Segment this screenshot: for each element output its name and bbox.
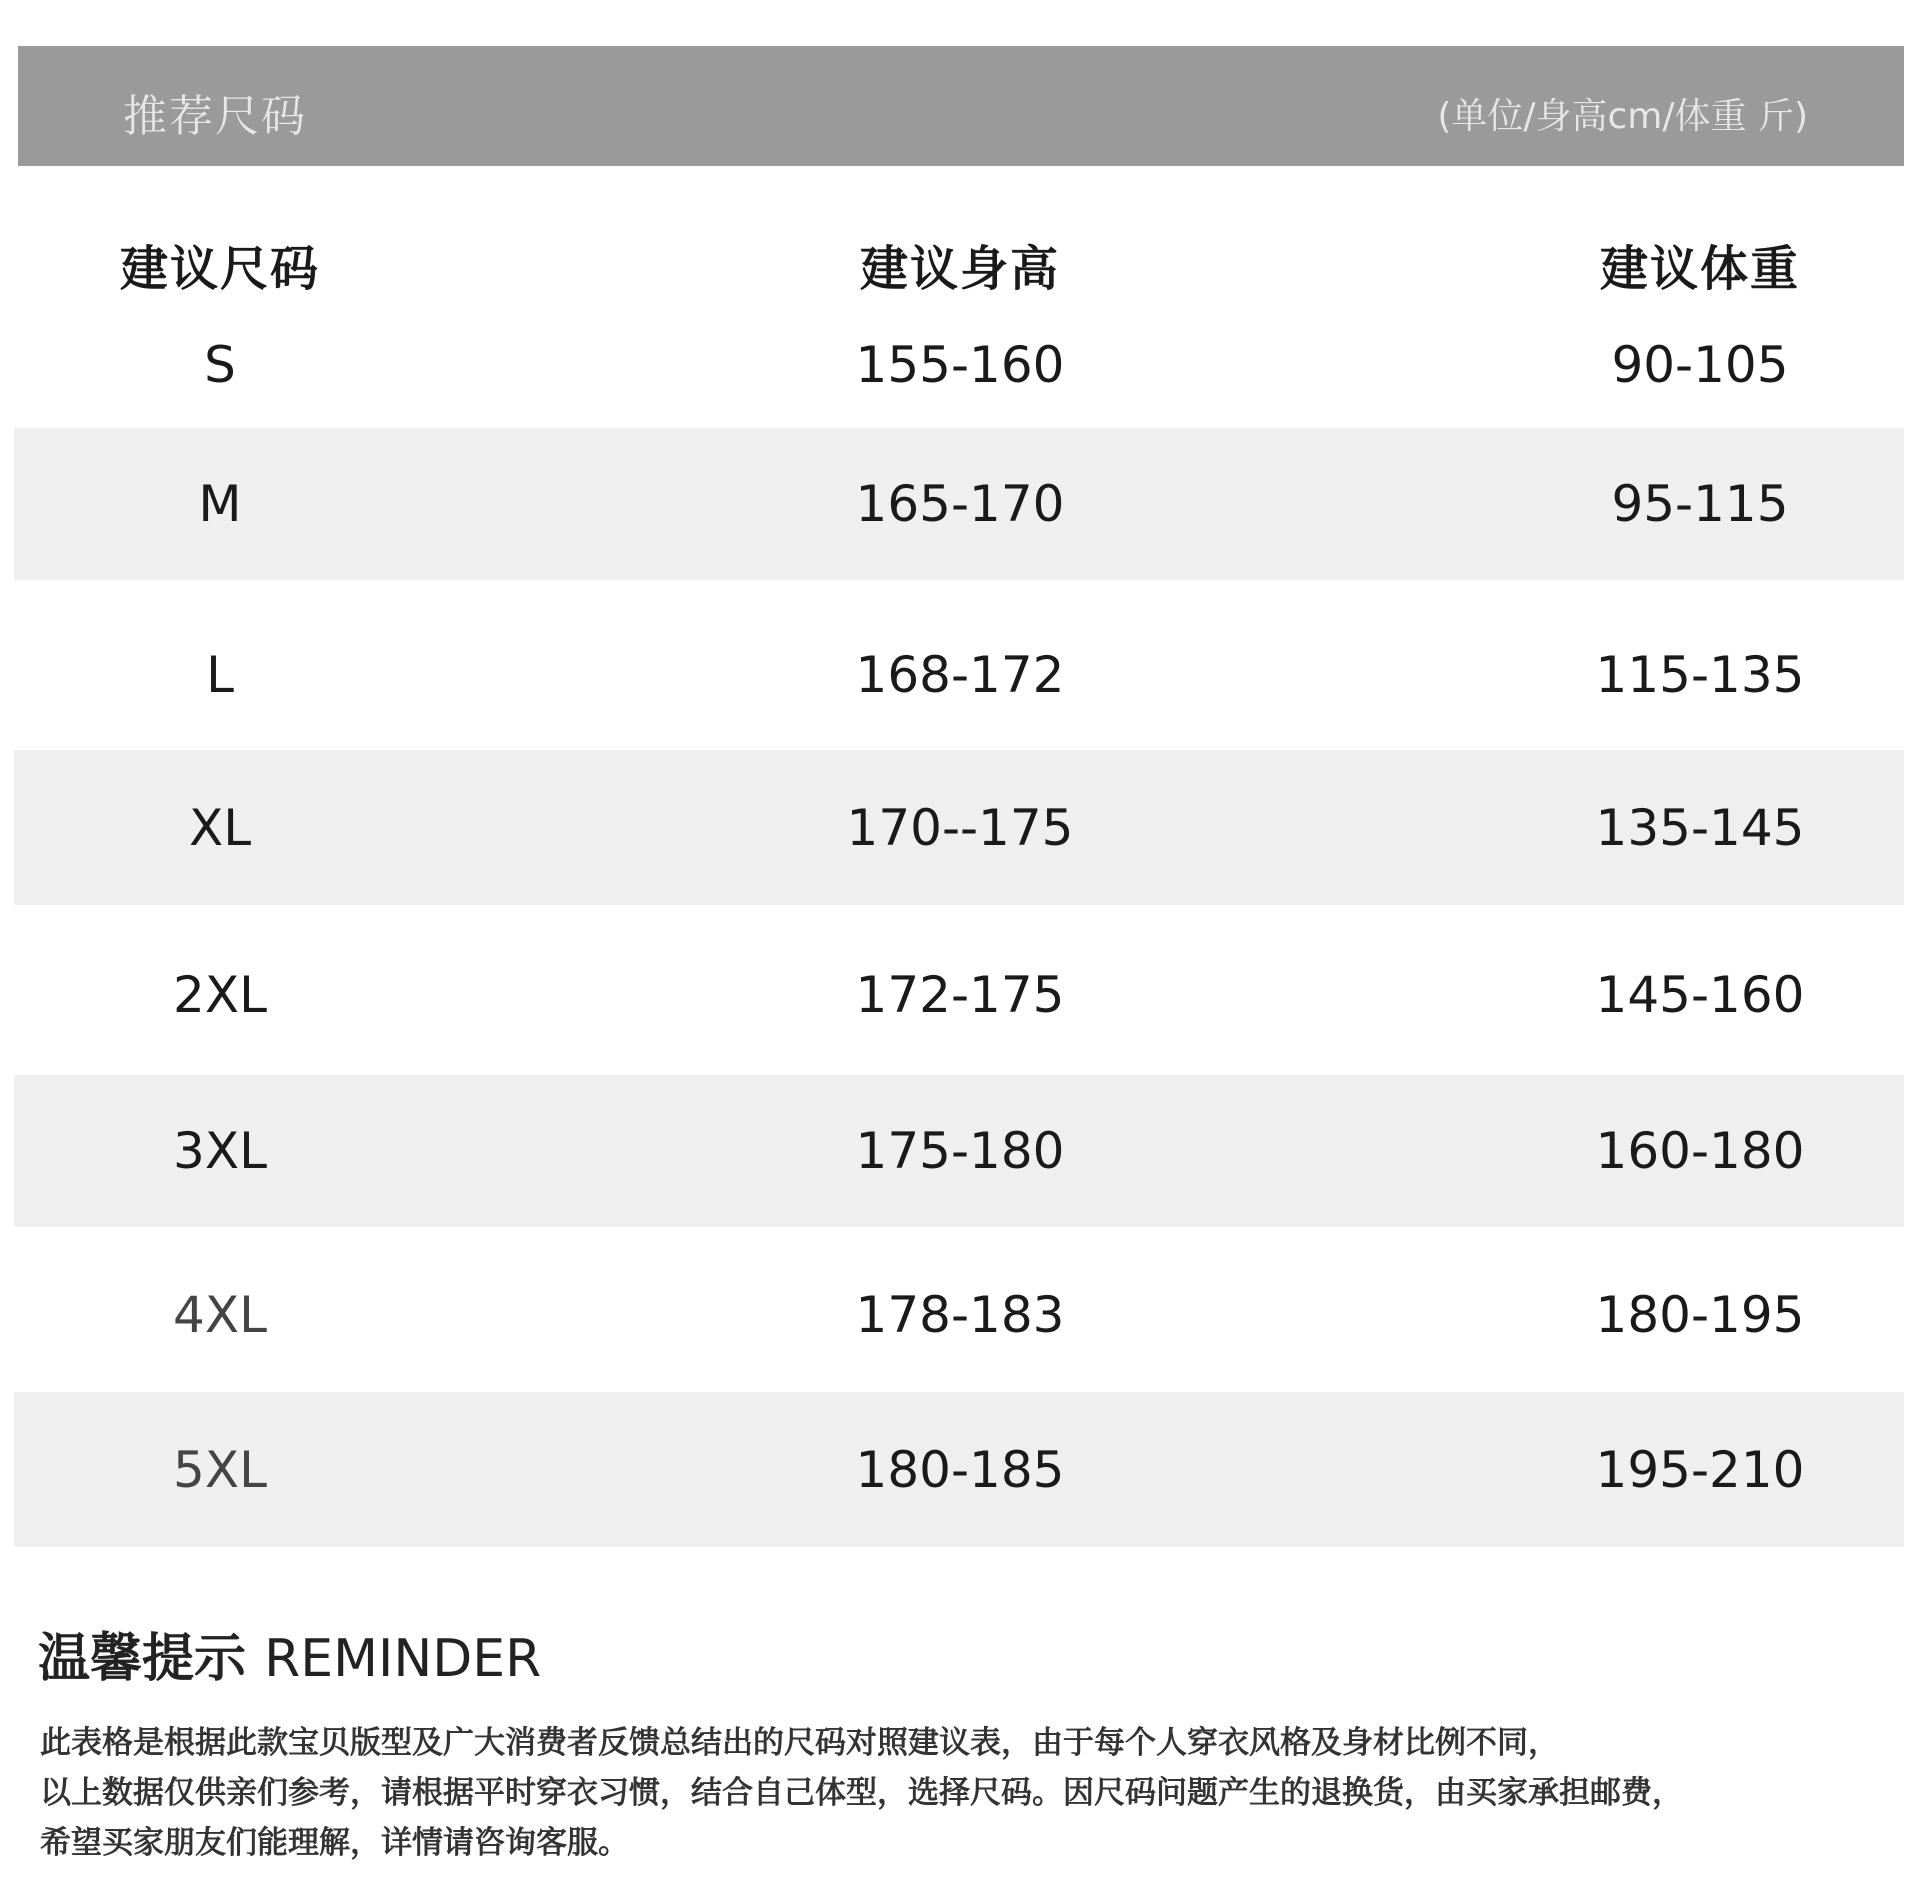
weight-cell: 145-160 [1595, 966, 1805, 1024]
unit-note: (单位/身高cm/体重 斤) [1437, 96, 1808, 137]
page-title: 推荐尺码 [123, 91, 307, 142]
reminder-title-en: REMINDER [264, 1629, 542, 1689]
table-row [14, 750, 1904, 905]
size-cell: 4XL [173, 1286, 267, 1344]
column-header-height: 建议身高 [859, 241, 1060, 297]
reminder-line: 此表格是根据此款宝贝版型及广大消费者反馈总结出的尺码对照建议表，由于每个人穿衣风格及身材比例不同， [40, 1725, 1559, 1761]
height-cell: 178-183 [855, 1286, 1065, 1344]
size-cell: 3XL [173, 1122, 267, 1180]
weight-cell: 115-135 [1595, 646, 1805, 704]
size-cell: 5XL [173, 1440, 267, 1499]
height-cell: 172-175 [855, 966, 1065, 1024]
height-cell: 168-172 [855, 646, 1065, 704]
size-cell: S [204, 336, 236, 394]
weight-cell: 135-145 [1595, 798, 1805, 857]
weight-cell: 90-105 [1611, 336, 1789, 394]
reminder-heading [38, 1616, 541, 1691]
column-header-size: 建议尺码 [119, 241, 320, 297]
table-row [14, 600, 1904, 750]
reminder-line: 以上数据仅供亲们参考，请根据平时穿衣习惯，结合自己体型，选择尺码。因尺码问题产生的退换货，由买家承担邮费， [40, 1775, 1683, 1811]
size-cell: L [206, 646, 234, 704]
table-row [14, 428, 1904, 580]
weight-cell: 180-195 [1595, 1286, 1805, 1344]
weight-cell: 160-180 [1595, 1122, 1805, 1180]
size-cell: 2XL [173, 966, 267, 1024]
height-cell: 155-160 [855, 336, 1065, 394]
reminder-text [40, 1718, 1900, 1868]
column-header-weight: 建议体重 [1599, 241, 1800, 297]
weight-cell: 195-210 [1595, 1440, 1805, 1499]
height-cell: 180-185 [855, 1440, 1065, 1499]
title-bar [18, 46, 1904, 166]
size-cell: XL [188, 798, 252, 857]
table-row [14, 1240, 1904, 1390]
table-row [14, 1075, 1904, 1227]
reminder-title-cn: 温馨提示 [38, 1629, 247, 1689]
table-row [14, 305, 1904, 425]
weight-cell: 95-115 [1611, 475, 1789, 533]
size-cell: M [198, 475, 242, 533]
table-row [14, 1392, 1904, 1547]
height-cell: 175-180 [855, 1122, 1065, 1180]
height-cell: 170--175 [846, 798, 1074, 857]
table-header [0, 222, 1920, 297]
height-cell: 165-170 [855, 475, 1065, 533]
table-row [14, 920, 1904, 1070]
reminder-line: 希望买家朋友们能理解，详情请咨询客服。 [40, 1825, 629, 1861]
